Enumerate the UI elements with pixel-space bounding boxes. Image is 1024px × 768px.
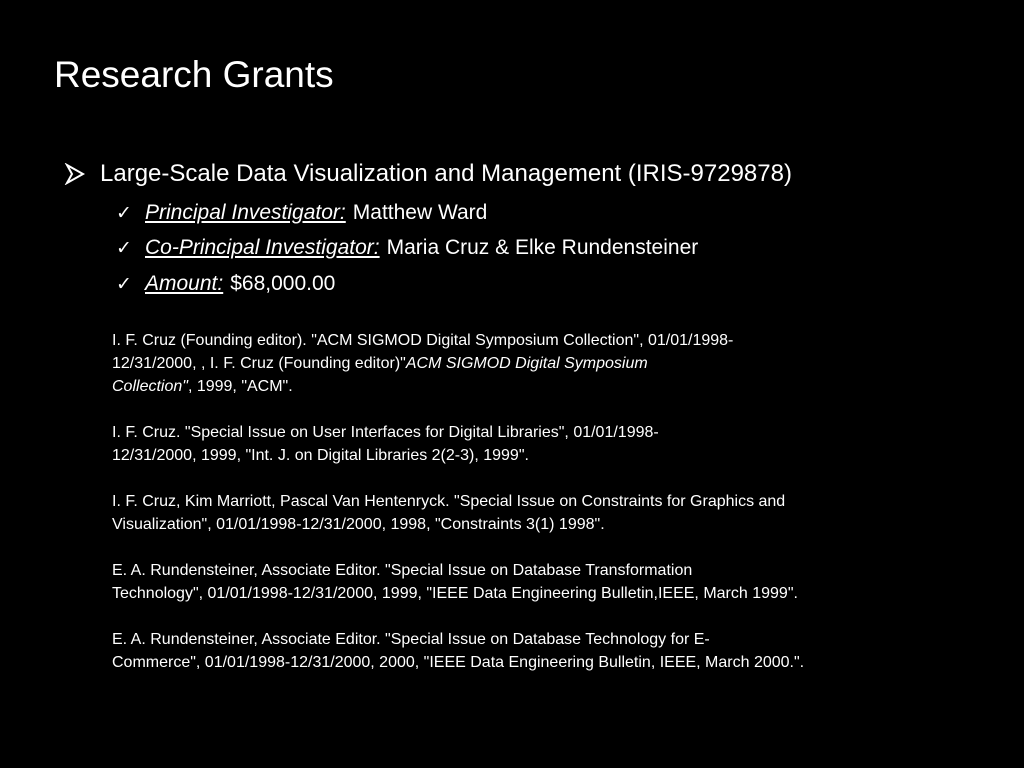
check-icon: ✓ (116, 237, 132, 259)
publication-item (112, 628, 982, 674)
publication-text: , 1999, "ACM". (187, 378, 293, 395)
publication-item (112, 559, 982, 605)
publication-item (112, 421, 982, 467)
arrow-bullet-icon (64, 163, 86, 185)
check-icon: ✓ (116, 273, 132, 295)
grant-title: Large-Scale Data Visualization and Management (IRIS-9729878) (100, 160, 792, 187)
publication-item (112, 490, 982, 536)
publication-line: E. A. Rundensteiner, Associate Editor. "Special Issue on Database Transformation (112, 562, 693, 579)
detail-value: $68,000.00 (230, 272, 336, 295)
detail-role: Principal Investigator: (145, 201, 346, 224)
publication-line: Commerce", 01/01/1998-12/31/2000, 2000, "IEEE Data Engineering Bulletin, IEEE, March 2000.". (112, 654, 805, 671)
publication-line: E. A. Rundensteiner, Associate Editor. "Special Issue on Database Technology for E- (112, 631, 710, 648)
publication-text: 12/31/2000, , I. F. Cruz (Founding editor)" (112, 355, 406, 372)
publication-line: 12/31/2000, 1999, "Int. J. on Digital Libraries 2(2-3), 1999". (112, 447, 529, 464)
detail-role: Amount: (145, 272, 224, 295)
publication-title-italic: ACM SIGMOD Digital Symposium (405, 355, 648, 372)
detail-role: Co-Principal Investigator: (145, 236, 380, 259)
publication-line (112, 375, 982, 398)
grant-bullet (64, 157, 792, 191)
detail-value: Maria Cruz & Elke Rundensteiner (386, 236, 699, 259)
publication-line: I. F. Cruz (Founding editor). "ACM SIGMOD Digital Symposium Collection", 01/01/1998- (112, 332, 734, 349)
publication-item (112, 329, 982, 398)
grant-detail-amount (116, 269, 335, 299)
publication-line: I. F. Cruz. "Special Issue on User Interfaces for Digital Libraries", 01/01/1998- (112, 424, 659, 441)
publication-line: Visualization", 01/01/1998-12/31/2000, 1998, "Constraints 3(1) 1998". (112, 516, 605, 533)
publication-line: Technology", 01/01/1998-12/31/2000, 1999, "IEEE Data Engineering Bulletin,IEEE, March 1999". (112, 585, 798, 602)
check-icon: ✓ (116, 202, 132, 224)
publication-line (112, 352, 982, 375)
grant-detail-copi (116, 233, 698, 263)
slide-title: Research Grants (54, 54, 334, 95)
detail-value: Matthew Ward (352, 201, 488, 224)
publication-line: I. F. Cruz, Kim Marriott, Pascal Van Hentenryck. "Special Issue on Constraints for Graphics and (112, 493, 786, 510)
grant-detail-pi (116, 198, 487, 228)
publication-list (112, 329, 982, 697)
publication-title-italic: Collection" (112, 378, 188, 395)
